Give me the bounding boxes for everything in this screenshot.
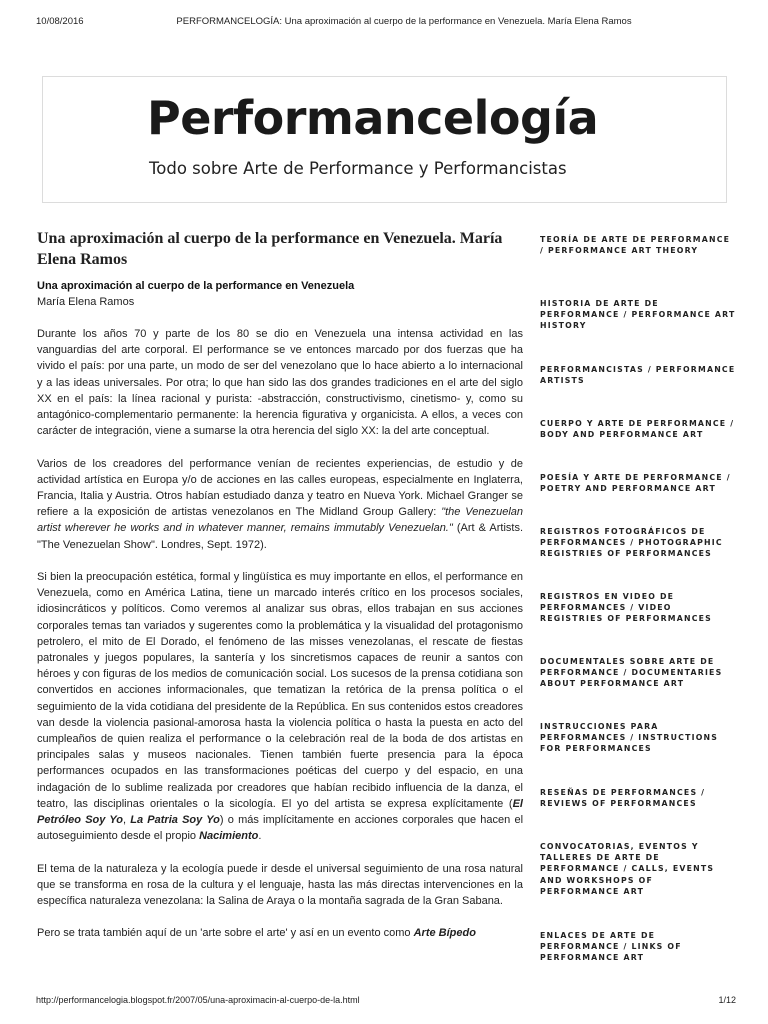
post-body <box>37 326 523 958</box>
sidebar-item-instructions[interactable]: INSTRUCCIONES PARA PERFORMANCES / INSTRUCTIONS FOR PERFORMANCES <box>540 722 719 754</box>
sidebar-item-history[interactable]: HISTORIA DE ARTE DE PERFORMANCE / PERFORMANCE ART HISTORY <box>540 299 736 331</box>
paragraph-3-end: . <box>258 830 262 843</box>
paragraph-3 <box>37 569 523 844</box>
post-subtitle: Una aproximación al cuerpo de la performance en Venezuela <box>37 280 355 292</box>
sidebar-item-links[interactable]: ENLACES DE ARTE DE PERFORMANCE / LINKS OF PERFORMANCE ART <box>540 931 682 963</box>
granger-quote: "the Venezuelan artist wherever he works and in whatever manner, remains immutably Venezuelan." <box>37 506 524 535</box>
paragraph-3-text: Si bien la preocupación estética, formal y lingüística es muy importante en ellos, el performance en Venezuela, como en América Latina, tiene un marcado interés crítico en los procesos sociales, idiosincráticos y políticos. Como veremos al analizar sus obras, ellos trabajan en sus acciones corporales temas tan variados y sugerentes como la problemática y la visualidad del protagonismo petrolero, el mito de El Dorado, el fenómeno de las misses venezolanas, el rescate de fiestas patronales y juegos populares, la santería y los sincretismos capaces de reunir a santos con héroes y con figuras de los medios de comunicación social. Los sucesos de la prensa cotidiana son convertidos en acciones informacionales, que tematizan la retórica de la prensa política o el seguimiento de la vida cotidiana del presidente de la República. En sus contenidos estos creadores van desde la violencia pasional-amorosa hasta la violencia política o hasta la puesta en acto del cumpleaños de quien realiza el performance o la celebración real de la boda de dos artistas en principales salas y museos nacionales. Tienen también fuerte presencia para la época performances ocupados en las transformaciones poéticas del cuerpo y del espacio, en una indagación de lo sublime realizada por creadores que habían recibido influencia de la danza, el teatro, las disciplinas orientales o la sicología. El yo del artista se expresa explícitamente ( <box>37 571 523 810</box>
print-date: 10/08/2016 <box>36 16 84 27</box>
paragraph-5 <box>37 925 523 941</box>
sidebar-item-documentaries[interactable]: DOCUMENTALES SOBRE ARTE DE PERFORMANCE / DOCUMENTARIES ABOUT PERFORMANCE ART <box>540 657 723 689</box>
print-header <box>0 16 768 30</box>
post-author: María Elena Ramos <box>37 296 135 308</box>
sidebar-item-theory[interactable]: TEORÍA DE ARTE DE PERFORMANCE / PERFORMANCE ART THEORY <box>540 235 731 256</box>
paragraph-4: El tema de la naturaleza y la ecología puede ir desde el universal seguimiento de una rosa natural que se transforma en rosa de la cultura y el lenguaje, hasta las más directas intervenciones en la específica naturaleza venezolana: la Salina de Araya o la montaña sagrada de la Gran Sabana. <box>37 862 523 908</box>
sidebar-item-photo-registries[interactable]: REGISTROS FOTOGRÁFICOS DE PERFORMANCES / PHOTOGRAPHIC REGISTRIES OF PERFORMANCES <box>540 527 723 559</box>
paragraph-2-citation: (Art & Artists. "The Venezuelan Show". Londres, Sept. 1972). <box>37 522 524 551</box>
work-arte-bipedo: Arte Bípedo <box>413 927 476 940</box>
paragraph-5-text: Pero se trata también aquí de un 'arte sobre el arte' y así en un evento como <box>37 927 414 940</box>
blog-banner[interactable] <box>42 76 727 203</box>
blog-title[interactable]: Performancelogía <box>147 91 599 145</box>
sidebar-item-poetry[interactable]: POESÍA Y ARTE DE PERFORMANCE / POETRY AND PERFORMANCE ART <box>540 473 731 494</box>
work-nacimiento: Nacimiento <box>199 830 259 843</box>
paragraph-2 <box>37 456 523 553</box>
print-page-number: 1/12 <box>718 995 736 1005</box>
work-la-patria-soy-yo: La Patria Soy Yo <box>130 814 220 827</box>
print-title: PERFORMANCELOGÍA: Una aproximación al cuerpo de la performance en Venezuela. María Elena Ramos <box>176 16 632 27</box>
paragraph-1: Durante los años 70 y parte de los 80 se dio en Venezuela una intensa actividad en las vanguardias del arte corporal. El performance se ve entonces marcado por dos fuerzas que ha vivido el país: por una parte, un modo de ser del venezolano que lo hace abierto a lo internacional y a las ideas universales. Por otra; lo que han sido las dos grandes tradiciones en el arte del siglo XX en el país: la línea racional y purista: -abstracción, constructivismo, cinetismo- y, como su antagónico-complementario permanente: la herencia figurativa y organicista. A ellos, a veces con carácter de integración, viene a sumarse la otra herencia del siglo XX: la del arte conceptual. <box>37 328 523 438</box>
print-footer <box>0 995 768 1009</box>
sidebar-item-video-registries[interactable]: REGISTROS EN VIDEO DE PERFORMANCES / VIDEO REGISTRIES OF PERFORMANCES <box>540 592 712 624</box>
paragraph-3-mid: ) o más implícitamente en acciones corporales que hacen el autoseguimiento desde el propio <box>37 814 524 843</box>
blog-subtitle: Todo sobre Arte de Performance y Performancistas <box>149 159 567 178</box>
post-title[interactable]: Una aproximación al cuerpo de la performance en Venezuela. María Elena Ramos <box>37 230 503 268</box>
sidebar-item-body[interactable]: CUERPO Y ARTE DE PERFORMANCE / BODY AND PERFORMANCE ART <box>540 419 735 440</box>
sidebar-item-artists[interactable]: PERFORMANCISTAS / PERFORMANCE ARTISTS <box>540 365 736 386</box>
paragraph-3-sep: , <box>123 814 131 827</box>
print-url: http://performancelogia.blogspot.fr/2007/05/una-aproximacin-al-cuerpo-de-la.html <box>36 995 360 1005</box>
sidebar-item-calls-events[interactable]: CONVOCATORIAS, EVENTOS Y TALLERES DE ARTE DE PERFORMANCE / CALLS, EVENTS AND WORKSHOPS OF PERFORMANCE ART <box>540 842 715 896</box>
paragraph-2-text: Varios de los creadores del performance venían de recientes experiencias, de estudio y de actividad artística en Europa y/o de acciones en las calles europeas, especialmente en Inglaterra, Francia, Italia y Austria. Otros habían estudiado danza y teatro en Nueva York. Michael Granger se refiere a la exposición de artistas venezolanos en The Midland Group Gallery: <box>37 457 523 519</box>
work-el-petroleo-soy-yo: El Petróleo Soy Yo <box>37 797 523 827</box>
sidebar-item-reviews[interactable]: RESEÑAS DE PERFORMANCES / REVIEWS OF PERFORMANCES <box>540 788 706 809</box>
